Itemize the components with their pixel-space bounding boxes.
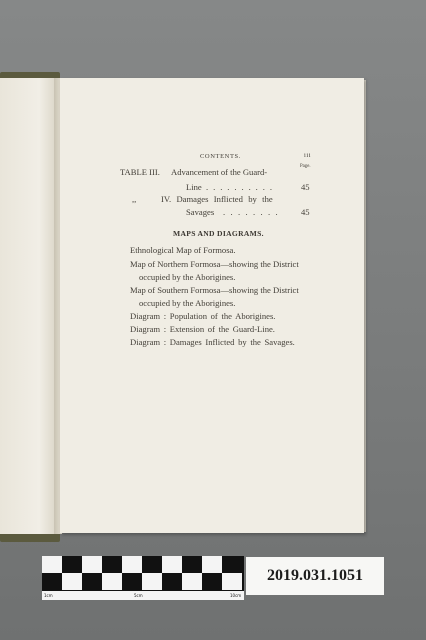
list-item: Map of Southern Formosa—showing the District bbox=[130, 285, 299, 295]
toc-entry-line1: Advancement of the Guard- bbox=[171, 167, 268, 177]
scale-mark: 10cm bbox=[230, 593, 242, 598]
list-item: occupied by the Aborigines. bbox=[139, 298, 236, 308]
scale-square bbox=[202, 556, 222, 573]
scale-square bbox=[102, 573, 122, 590]
scale-square bbox=[122, 556, 142, 573]
toc-leaders: . . . . . . . . . . bbox=[206, 182, 274, 192]
page-column-label: Page. bbox=[300, 164, 311, 169]
running-title: CONTENTS. bbox=[200, 153, 241, 160]
scale-ruler bbox=[42, 591, 244, 600]
toc-leaders: . . . . . . . . bbox=[223, 207, 280, 217]
toc-prefix: TABLE III. bbox=[120, 167, 160, 177]
scale-square bbox=[222, 573, 242, 590]
list-item: Diagram : Damages Inflicted by the Savages. bbox=[130, 337, 295, 347]
scale-mark: 5cm bbox=[134, 593, 143, 598]
toc-entry-line2: Savages bbox=[186, 207, 215, 217]
list-item: Diagram : Population of the Aborigines. bbox=[130, 311, 276, 321]
catalog-number-label bbox=[246, 557, 384, 595]
list-item: Diagram : Extension of the Guard-Line. bbox=[130, 324, 275, 334]
scale-square bbox=[62, 573, 82, 590]
scale-square bbox=[82, 556, 102, 573]
toc-entry-line2: Line bbox=[186, 182, 202, 192]
scale-square bbox=[42, 556, 62, 573]
scale-square bbox=[162, 556, 182, 573]
list-item: Ethnological Map of Formosa. bbox=[130, 245, 236, 255]
left-page bbox=[0, 78, 56, 534]
toc-prefix: ,, bbox=[132, 194, 137, 204]
scale-bar bbox=[42, 556, 244, 600]
toc-page-number: 45 bbox=[301, 182, 310, 192]
section-heading: MAPS AND DIAGRAMS. bbox=[173, 229, 264, 238]
toc-page-number: 45 bbox=[301, 207, 310, 217]
list-item: occupied by the Aborigines. bbox=[139, 272, 236, 282]
scale-square bbox=[142, 573, 162, 590]
toc-entry-line1: IV. Damages Inflicted by the bbox=[161, 194, 273, 204]
page-number: iii bbox=[304, 152, 312, 159]
catalog-number: 2019.031.1051 bbox=[267, 567, 363, 584]
list-item: Map of Northern Formosa—showing the District bbox=[130, 259, 299, 269]
scale-mark: 1cm bbox=[44, 593, 53, 598]
scale-square bbox=[182, 573, 202, 590]
right-page bbox=[60, 78, 364, 533]
